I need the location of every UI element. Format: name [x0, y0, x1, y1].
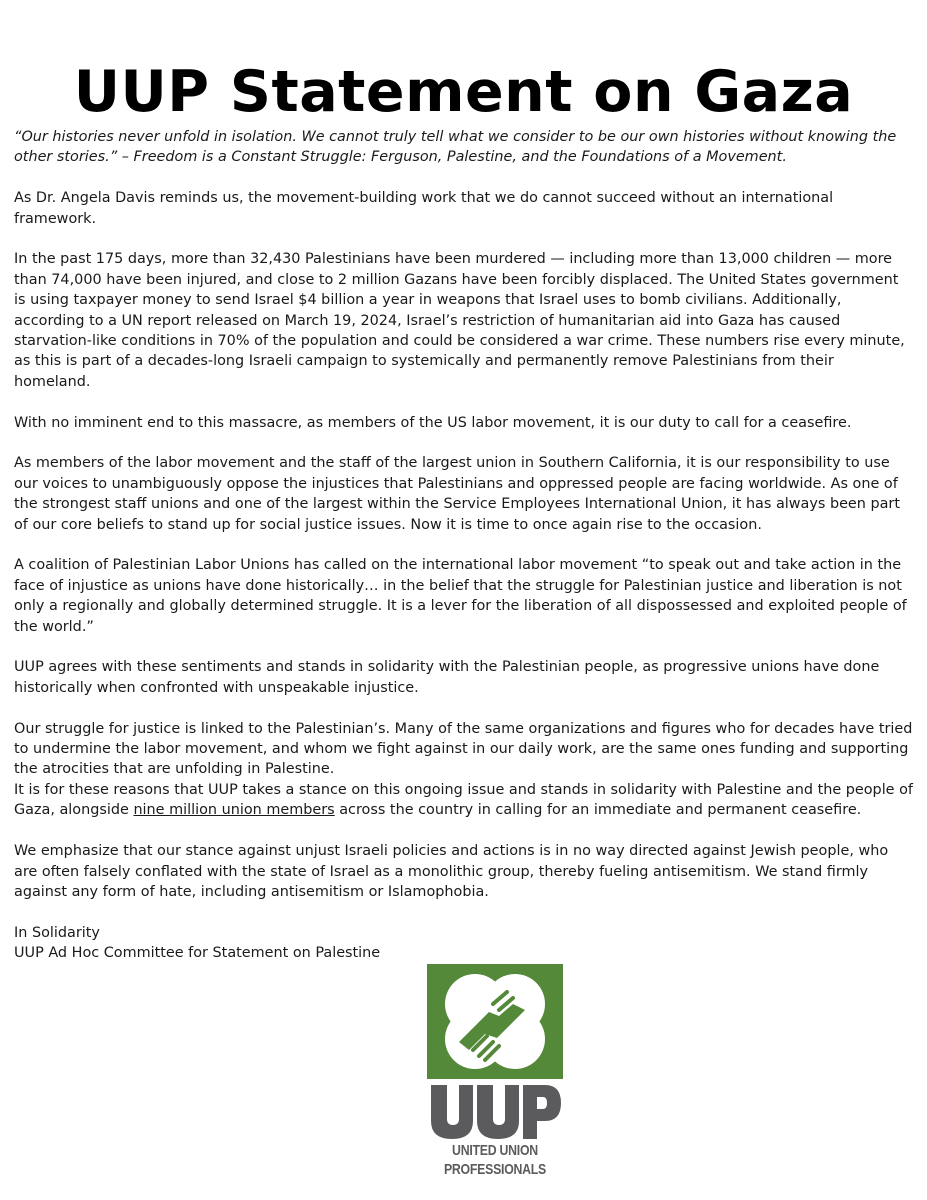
page-title: UUP Statement on Gaza: [73, 59, 854, 126]
paragraph-palestinian-unions: A coalition of Palestinian Labor Unions has called on the international labor movement “to speak out and take action in the face of injustice as unions have done historically… in the belief that the struggle for Palestinian justice and liberation is not only a regionally and globally determined struggle. It is a lever for the liberation of all dispossessed and exploited people of the world.”: [14, 557, 907, 635]
logo-text-united-union: UNITED UNION: [452, 1142, 538, 1159]
paragraph-antisemitism: We emphasize that our stance against unjust Israeli policies and actions is in no way directed against Jewish people, who are often falsely conflated with the state of Israel as a monolithic group, thereby fueling antisemitism. We stand firmly against any form of hate, including antisemitism or Islamophobia.: [14, 843, 889, 900]
signoff-committee: UUP Ad Hoc Committee for Statement on Palestine: [14, 945, 381, 962]
stance-text-before: It is for these reasons that UUP takes a stance on this ongoing issue and stands in solidarity with Palestine and the people of Gaza, alongside: [14, 781, 913, 819]
paragraph-stance: [14, 780, 914, 821]
logo-wordmark: [427, 1085, 563, 1141]
epigraph-quote: “Our histories never unfold in isolation. We cannot truly tell what we consider to be our own histories without knowing the other stories.” – Freedom is a Constant Struggle: Ferguson, Palestine, and the Foundations of a Movement.: [14, 129, 897, 166]
paragraph-casualties: In the past 175 days, more than 32,430 Palestinians have been murdered — including more than 13,000 children — more than 74,000 have been injured, and close to 2 million Gazans have been forcibly displaced. The United States government is using taxpayer money to send Israel $4 billion a year in weapons that Israel uses to bomb civilians. Additionally, according to a UN report released on March 19, 2024, Israel’s restriction of humanitarian aid into Gaza has caused starvation-like conditions in 70% of the population and could be considered a war crime. These numbers rise every minute, as this is part of a decades-long Israeli campaign to systemically and permanently remove Palestinians from their homeland.: [14, 251, 905, 390]
stance-text-after: across the country in calling for an immediate and permanent ceasefire.: [334, 802, 862, 819]
uup-logo: [427, 964, 563, 1186]
paragraph-angela-davis: As Dr. Angela Davis reminds us, the movement-building work that we do cannot succeed without an international framework.: [14, 190, 834, 227]
logo-green-panel: [427, 964, 563, 1079]
statement-body: [14, 127, 914, 964]
logo-text-professionals: PROFESSIONALS: [443, 1161, 547, 1178]
clasped-hands-icon: [427, 964, 563, 1079]
paragraph-ceasefire-call: With no imminent end to this massacre, as members of the US labor movement, it is our duty to call for a ceasefire.: [14, 414, 852, 431]
signoff-solidarity: In Solidarity: [14, 924, 100, 941]
paragraph-struggle-linked: Our struggle for justice is linked to the Palestinian’s. Many of the same organizations and figures who for decades have tried to undermine the labor movement, and whom we fight against in our daily work, are the same ones funding and supporting the atrocities that are unfolding in Palestine.: [14, 720, 913, 778]
paragraph-uup-agrees: UUP agrees with these sentiments and stands in solidarity with the Palestinian people, as progressive unions have done historically when confronted with unspeakable injustice.: [14, 659, 880, 696]
nine-million-members-link[interactable]: nine million union members: [133, 802, 335, 819]
paragraph-labor-responsibility: As members of the labor movement and the staff of the largest union in Southern California, it is our responsibility to use our voices to unambiguously oppose the injustices that Palestinians and oppressed people are facing worldwide. As one of the strongest staff unions and one of the largest within the Service Employees International Union, it has always been part of our core beliefs to stand up for social justice issues. Now it is time to once again rise to the occasion.: [14, 455, 900, 533]
